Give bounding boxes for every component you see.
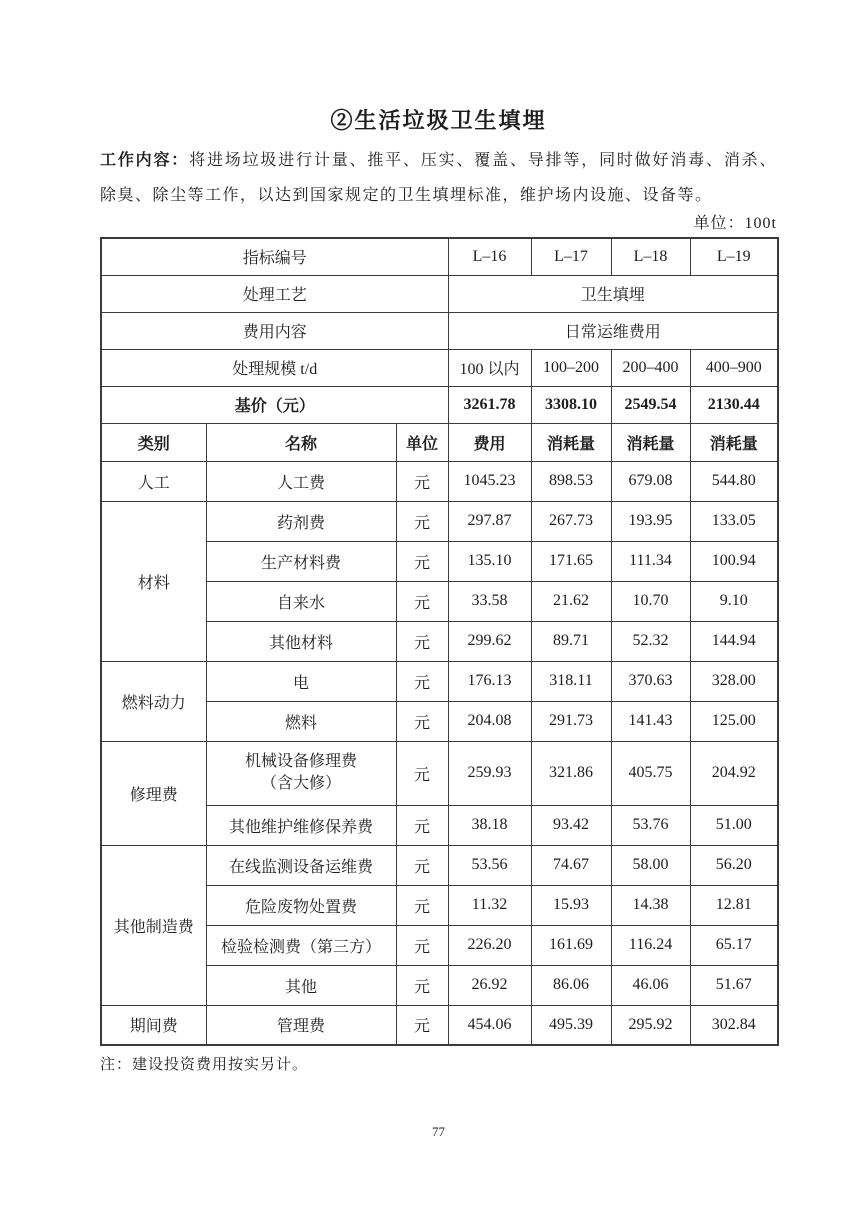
- unit-cell: 元: [396, 1005, 448, 1045]
- value-cell: 1045.23: [448, 461, 531, 501]
- header-value-cell: L–16: [448, 238, 531, 275]
- header-value-cell: L–18: [611, 238, 690, 275]
- table-row: [101, 1005, 778, 1045]
- value-cell: 544.80: [690, 461, 778, 501]
- unit-cell: 元: [396, 805, 448, 845]
- page-title: ②生活垃圾卫生填埋: [330, 108, 547, 133]
- name-cell: 自来水: [206, 581, 396, 621]
- unit-cell: 元: [396, 965, 448, 1005]
- header-label-cell: 指标编号: [101, 238, 448, 275]
- header-value-cell: 3261.78: [448, 386, 531, 423]
- value-cell: 21.62: [531, 581, 611, 621]
- value-cell: 9.10: [690, 581, 778, 621]
- header-value-cell: 100–200: [531, 349, 611, 386]
- name-cell: 管理费: [206, 1005, 396, 1045]
- header-label-cell: 费用内容: [101, 312, 448, 349]
- unit-cell: 元: [396, 581, 448, 621]
- name-cell: 其他材料: [206, 621, 396, 661]
- value-cell: 125.00: [690, 701, 778, 741]
- table-row: [101, 461, 778, 501]
- work-content-text: 将进场垃圾进行计量、推平、压实、覆盖、导排等，同时做好消毒、消杀、除臭、除尘等工作，以达到国家规定的卫生填埋标准，维护场内设施、设备等。: [100, 152, 777, 204]
- column-header-cell: 消耗量: [690, 423, 778, 461]
- value-cell: 51.00: [690, 805, 778, 845]
- name-cell: 药剂费: [206, 501, 396, 541]
- value-cell: 53.76: [611, 805, 690, 845]
- header-label-cell: 处理工艺: [101, 275, 448, 312]
- value-cell: 46.06: [611, 965, 690, 1005]
- value-cell: 33.58: [448, 581, 531, 621]
- value-cell: 405.75: [611, 741, 690, 805]
- name-cell: 人工费: [206, 461, 396, 501]
- header-value-cell: 2549.54: [611, 386, 690, 423]
- value-cell: 171.65: [531, 541, 611, 581]
- name-cell: 危险废物处置费: [206, 885, 396, 925]
- table-row: [101, 845, 778, 885]
- value-cell: 65.17: [690, 925, 778, 965]
- value-cell: 328.00: [690, 661, 778, 701]
- value-cell: 204.08: [448, 701, 531, 741]
- column-header-cell: 单位: [396, 423, 448, 461]
- row-indicator-code: [101, 238, 778, 275]
- value-cell: 11.32: [448, 885, 531, 925]
- value-cell: 297.87: [448, 501, 531, 541]
- value-cell: 302.84: [690, 1005, 778, 1045]
- name-cell: 生产材料费: [206, 541, 396, 581]
- header-value-cell: 日常运维费用: [448, 312, 778, 349]
- value-cell: 100.94: [690, 541, 778, 581]
- name-line: 机械设备修理费: [244, 753, 357, 770]
- name-cell: 电: [206, 661, 396, 701]
- value-cell: 679.08: [611, 461, 690, 501]
- value-cell: 86.06: [531, 965, 611, 1005]
- value-cell: 26.92: [448, 965, 531, 1005]
- table-row: [101, 501, 778, 541]
- category-cell: 燃料动力: [101, 661, 206, 741]
- value-cell: 193.95: [611, 501, 690, 541]
- unit-cell: 元: [396, 701, 448, 741]
- value-cell: 10.70: [611, 581, 690, 621]
- value-cell: 321.86: [531, 741, 611, 805]
- value-cell: 454.06: [448, 1005, 531, 1045]
- work-content-label: 工作内容：: [100, 152, 190, 169]
- row-base-price: [101, 386, 778, 423]
- header-value-cell: 100 以内: [448, 349, 531, 386]
- value-cell: 38.18: [448, 805, 531, 845]
- value-cell: 259.93: [448, 741, 531, 805]
- category-cell: 其他制造费: [101, 845, 206, 1005]
- unit-cell: 元: [396, 541, 448, 581]
- value-cell: 370.63: [611, 661, 690, 701]
- unit-cell: 元: [396, 885, 448, 925]
- value-cell: 52.32: [611, 621, 690, 661]
- value-cell: 133.05: [690, 501, 778, 541]
- value-cell: 89.71: [531, 621, 611, 661]
- column-header-cell: 消耗量: [611, 423, 690, 461]
- header-value-cell: 200–400: [611, 349, 690, 386]
- name-cell: 燃料: [206, 701, 396, 741]
- value-cell: 144.94: [690, 621, 778, 661]
- header-value-cell: 400–900: [690, 349, 778, 386]
- value-cell: 226.20: [448, 925, 531, 965]
- unit-cell: 元: [396, 741, 448, 805]
- value-cell: 495.39: [531, 1005, 611, 1045]
- unit-cell: 元: [396, 461, 448, 501]
- name-cell: 其他: [206, 965, 396, 1005]
- header-label-cell: 处理规模 t/d: [101, 349, 448, 386]
- header-value-cell: L–19: [690, 238, 778, 275]
- column-header-cell: 类别: [101, 423, 206, 461]
- row-process: [101, 275, 778, 312]
- value-cell: 176.13: [448, 661, 531, 701]
- value-cell: 135.10: [448, 541, 531, 581]
- column-header-cell: 消耗量: [531, 423, 611, 461]
- value-cell: 318.11: [531, 661, 611, 701]
- value-cell: 74.67: [531, 845, 611, 885]
- value-cell: 93.42: [531, 805, 611, 845]
- category-cell: 期间费: [101, 1005, 206, 1045]
- page-number: 77: [432, 1124, 445, 1139]
- category-cell: 材料: [101, 501, 206, 661]
- value-cell: 15.93: [531, 885, 611, 925]
- value-cell: 204.92: [690, 741, 778, 805]
- value-cell: 53.56: [448, 845, 531, 885]
- work-content-paragraph: [100, 143, 777, 213]
- value-cell: 51.67: [690, 965, 778, 1005]
- name-cell: [206, 741, 396, 805]
- footnote: 注：建设投资费用按实另计。: [100, 1057, 309, 1073]
- cost-indicator-table: [100, 237, 779, 1046]
- value-cell: 161.69: [531, 925, 611, 965]
- row-scale: [101, 349, 778, 386]
- value-cell: 898.53: [531, 461, 611, 501]
- value-cell: 291.73: [531, 701, 611, 741]
- column-header-cell: 名称: [206, 423, 396, 461]
- table-row: [101, 661, 778, 701]
- value-cell: 116.24: [611, 925, 690, 965]
- table-row: [101, 741, 778, 805]
- name-line: （含大修）: [260, 775, 341, 792]
- header-label-cell: 基价（元）: [101, 386, 448, 423]
- header-value-cell: 3308.10: [531, 386, 611, 423]
- value-cell: 12.81: [690, 885, 778, 925]
- value-cell: 14.38: [611, 885, 690, 925]
- category-cell: 修理费: [101, 741, 206, 845]
- name-cell: 其他维护维修保养费: [206, 805, 396, 845]
- row-cost-content: [101, 312, 778, 349]
- value-cell: 56.20: [690, 845, 778, 885]
- unit-cell: 元: [396, 501, 448, 541]
- unit-cell: 元: [396, 621, 448, 661]
- value-cell: 58.00: [611, 845, 690, 885]
- unit-cell: 元: [396, 925, 448, 965]
- column-header-row: [101, 423, 778, 461]
- name-cell: 检验检测费（第三方）: [206, 925, 396, 965]
- value-cell: 267.73: [531, 501, 611, 541]
- unit-cell: 元: [396, 845, 448, 885]
- unit-cell: 元: [396, 661, 448, 701]
- name-cell: 在线监测设备运维费: [206, 845, 396, 885]
- header-value-cell: 2130.44: [690, 386, 778, 423]
- value-cell: 111.34: [611, 541, 690, 581]
- column-header-cell: 费用: [448, 423, 531, 461]
- header-value-cell: 卫生填埋: [448, 275, 778, 312]
- value-cell: 141.43: [611, 701, 690, 741]
- value-cell: 295.92: [611, 1005, 690, 1045]
- unit-label: 单位：100t: [693, 215, 777, 232]
- value-cell: 299.62: [448, 621, 531, 661]
- category-cell: 人工: [101, 461, 206, 501]
- header-value-cell: L–17: [531, 238, 611, 275]
